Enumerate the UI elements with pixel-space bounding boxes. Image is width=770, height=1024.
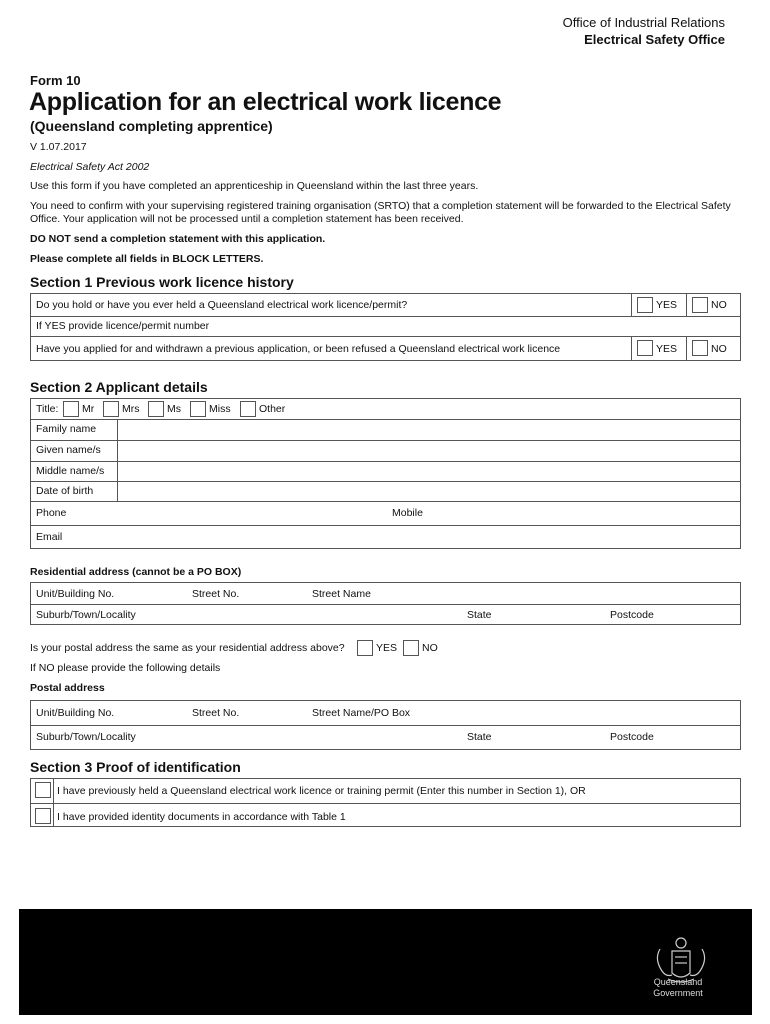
title-miss-label: Miss: [209, 403, 231, 415]
postal-same-no-checkbox[interactable]: [403, 640, 419, 656]
section-1-table: [30, 293, 741, 361]
res-unit-field[interactable]: Unit/Building No.: [36, 588, 115, 600]
id-previous-licence-checkbox[interactable]: [35, 782, 51, 798]
intro-text-3: DO NOT send a completion statement with this application.: [30, 233, 326, 245]
footer-band: [19, 909, 752, 1015]
middle-name-input[interactable]: [118, 462, 740, 481]
intro-text-1: Use this form if you have completed an apprenticeship in Queensland within the last three years.: [30, 180, 479, 192]
residential-heading: Residential address (cannot be a PO BOX): [30, 566, 242, 578]
postal-same-no-label: NO: [422, 642, 438, 654]
dob-label: Date of birth: [36, 485, 94, 497]
post-postcode-field[interactable]: Postcode: [610, 731, 654, 743]
res-postcode-field[interactable]: Postcode: [610, 609, 654, 621]
title-miss-checkbox[interactable]: [190, 401, 206, 417]
postal-same-yes-label: YES: [376, 642, 398, 654]
given-name-label: Given name/s: [36, 444, 101, 456]
title-mr-checkbox[interactable]: [63, 401, 79, 417]
dob-input[interactable]: [118, 482, 740, 501]
licence-number-field[interactable]: If YES provide licence/permit number: [36, 320, 210, 332]
form-number: Form 10: [30, 73, 81, 88]
licence-question: Do you hold or have you ever held a Queensland electrical work licence/permit?: [36, 299, 408, 311]
post-suburb-field[interactable]: Suburb/Town/Locality: [36, 731, 136, 743]
section-3-table: [30, 778, 741, 827]
title-mr-label: Mr: [82, 403, 95, 415]
title-ms-checkbox[interactable]: [148, 401, 164, 417]
office-division: Electrical Safety Office: [584, 32, 725, 47]
family-name-label: Family name: [36, 423, 97, 435]
section-2-title: Section 2 Applicant details: [30, 379, 208, 395]
refused-yes-label: YES: [656, 343, 678, 355]
section-2-table: [30, 398, 741, 549]
act-name: Electrical Safety Act 2002: [30, 161, 150, 173]
email-field[interactable]: Email: [36, 531, 63, 543]
licence-yes-checkbox[interactable]: [637, 297, 653, 313]
page-subtitle: (Queensland completing apprentice): [30, 118, 273, 134]
res-street-no-field[interactable]: Street No.: [192, 588, 240, 600]
post-state-field[interactable]: State: [467, 731, 492, 743]
postal-same-question: Is your postal address the same as your residential address above?: [30, 642, 345, 654]
refused-no-label: NO: [711, 343, 727, 355]
post-street-no-field[interactable]: Street No.: [192, 707, 240, 719]
title-other-checkbox[interactable]: [240, 401, 256, 417]
section-3-title: Section 3 Proof of identification: [30, 759, 241, 775]
postal-table: [30, 700, 741, 750]
res-state-field[interactable]: State: [467, 609, 492, 621]
intro-text-2: You need to confirm with your supervising registered training organisation (SRTO) that a completion statement will be forwarded to the Electrical Safety Office. Your application will not be processed until a completion statement has been received.: [30, 200, 731, 225]
post-unit-field[interactable]: Unit/Building No.: [36, 707, 115, 719]
postal-same-yes-checkbox[interactable]: [357, 640, 373, 656]
residential-table: [30, 582, 741, 625]
family-name-input[interactable]: [118, 420, 740, 440]
postal-heading: Postal address: [30, 682, 105, 694]
id-documents-checkbox[interactable]: [35, 808, 51, 824]
licence-no-checkbox[interactable]: [692, 297, 708, 313]
licence-no-label: NO: [711, 299, 727, 311]
licence-yes-label: YES: [656, 299, 678, 311]
middle-name-label: Middle name/s: [36, 465, 105, 477]
title-ms-label: Ms: [167, 403, 181, 415]
refused-no-checkbox[interactable]: [692, 340, 708, 356]
res-suburb-field[interactable]: Suburb/Town/Locality: [36, 609, 136, 621]
postal-if-no: If NO please provide the following details: [30, 662, 221, 674]
page-title: Application for an electrical work licence: [29, 88, 502, 116]
given-name-input[interactable]: [118, 441, 740, 461]
office-name: Office of Industrial Relations: [562, 15, 725, 30]
title-mrs-checkbox[interactable]: [103, 401, 119, 417]
version: V 1.07.2017: [30, 141, 87, 153]
title-label: Title:: [36, 403, 59, 415]
gov-name-line1: Queensland: [653, 977, 703, 987]
post-street-name-field[interactable]: Street Name/PO Box: [312, 707, 411, 719]
mobile-field[interactable]: Mobile: [392, 507, 423, 519]
refused-yes-checkbox[interactable]: [637, 340, 653, 356]
phone-field[interactable]: Phone: [36, 507, 67, 519]
intro-text-4: Please complete all fields in BLOCK LETTERS.: [30, 253, 264, 265]
id-documents-label: I have provided identity documents in accordance with Table 1: [57, 811, 346, 823]
title-other-label: Other: [259, 403, 286, 415]
title-mrs-label: Mrs: [122, 403, 140, 415]
gov-name-line2: Government: [653, 988, 703, 998]
id-previous-licence-label: I have previously held a Queensland electrical work licence or training permit (Enter this number in Section 1), OR: [57, 785, 586, 797]
refused-question: Have you applied for and withdrawn a previous application, or been refused a Queensland electrical work licence: [36, 343, 561, 355]
res-street-name-field[interactable]: Street Name: [312, 588, 371, 600]
section-1-title: Section 1 Previous work licence history: [30, 274, 294, 290]
